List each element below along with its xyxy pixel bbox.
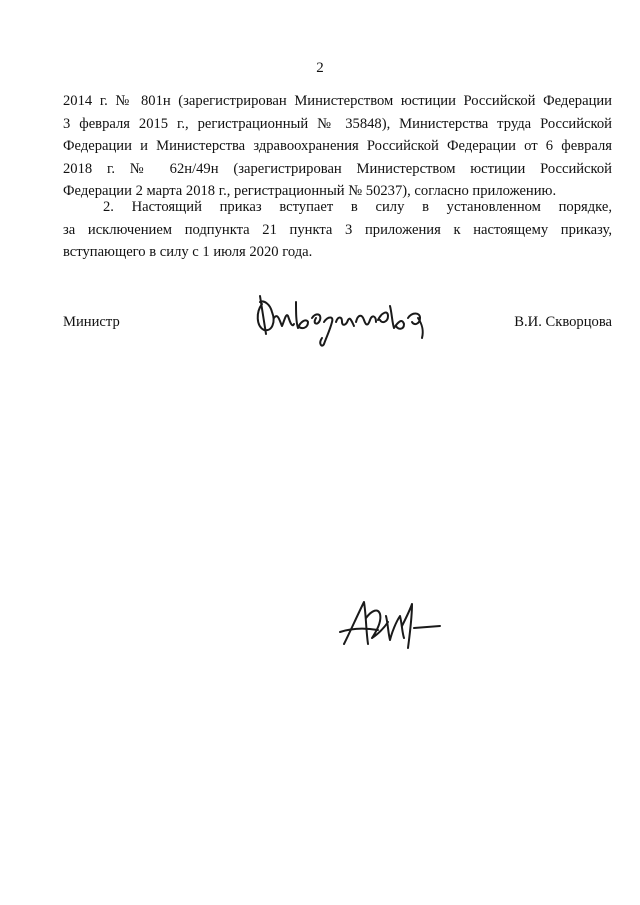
signatory-title: Министр [63, 314, 120, 330]
minister-signature [250, 282, 440, 352]
paragraph-1-line-3: Федерации и Министерства здравоохранения Российской Федерации от 6 февраля [63, 138, 612, 154]
paragraph-1-line-5: Федерации 2 марта 2018 г., регистрационный № 50237), согласно приложению. [63, 183, 557, 199]
paragraph-2-line-3: вступающего в силу с 1 июля 2020 года. [63, 244, 313, 260]
paragraph-2 [63, 196, 612, 264]
paragraph-2-line-2: за исключением подпункта 21 пункта 3 приложения к настоящему приказу, [63, 221, 612, 238]
paragraph-1-line-2: 3 февраля 2015 г., регистрационный № 35848), Министерства труда Российской [63, 115, 612, 132]
paragraph-1-line-1: 2014 г. № 801н (зарегистрирован Министерством юстиции Российской Федерации [63, 93, 612, 109]
paragraph-2-line-1: 2. Настоящий приказ вступает в силу в установленном порядке, [103, 199, 612, 215]
signatory-name: В.И. Скворцова [514, 314, 612, 330]
paragraph-1 [63, 90, 612, 203]
page-number: 2 [316, 60, 324, 76]
initials-signature [336, 588, 446, 658]
paragraph-1-line-4: 2018 г. № 62н/49н (зарегистрирован Министерством юстиции Российской [63, 160, 612, 177]
